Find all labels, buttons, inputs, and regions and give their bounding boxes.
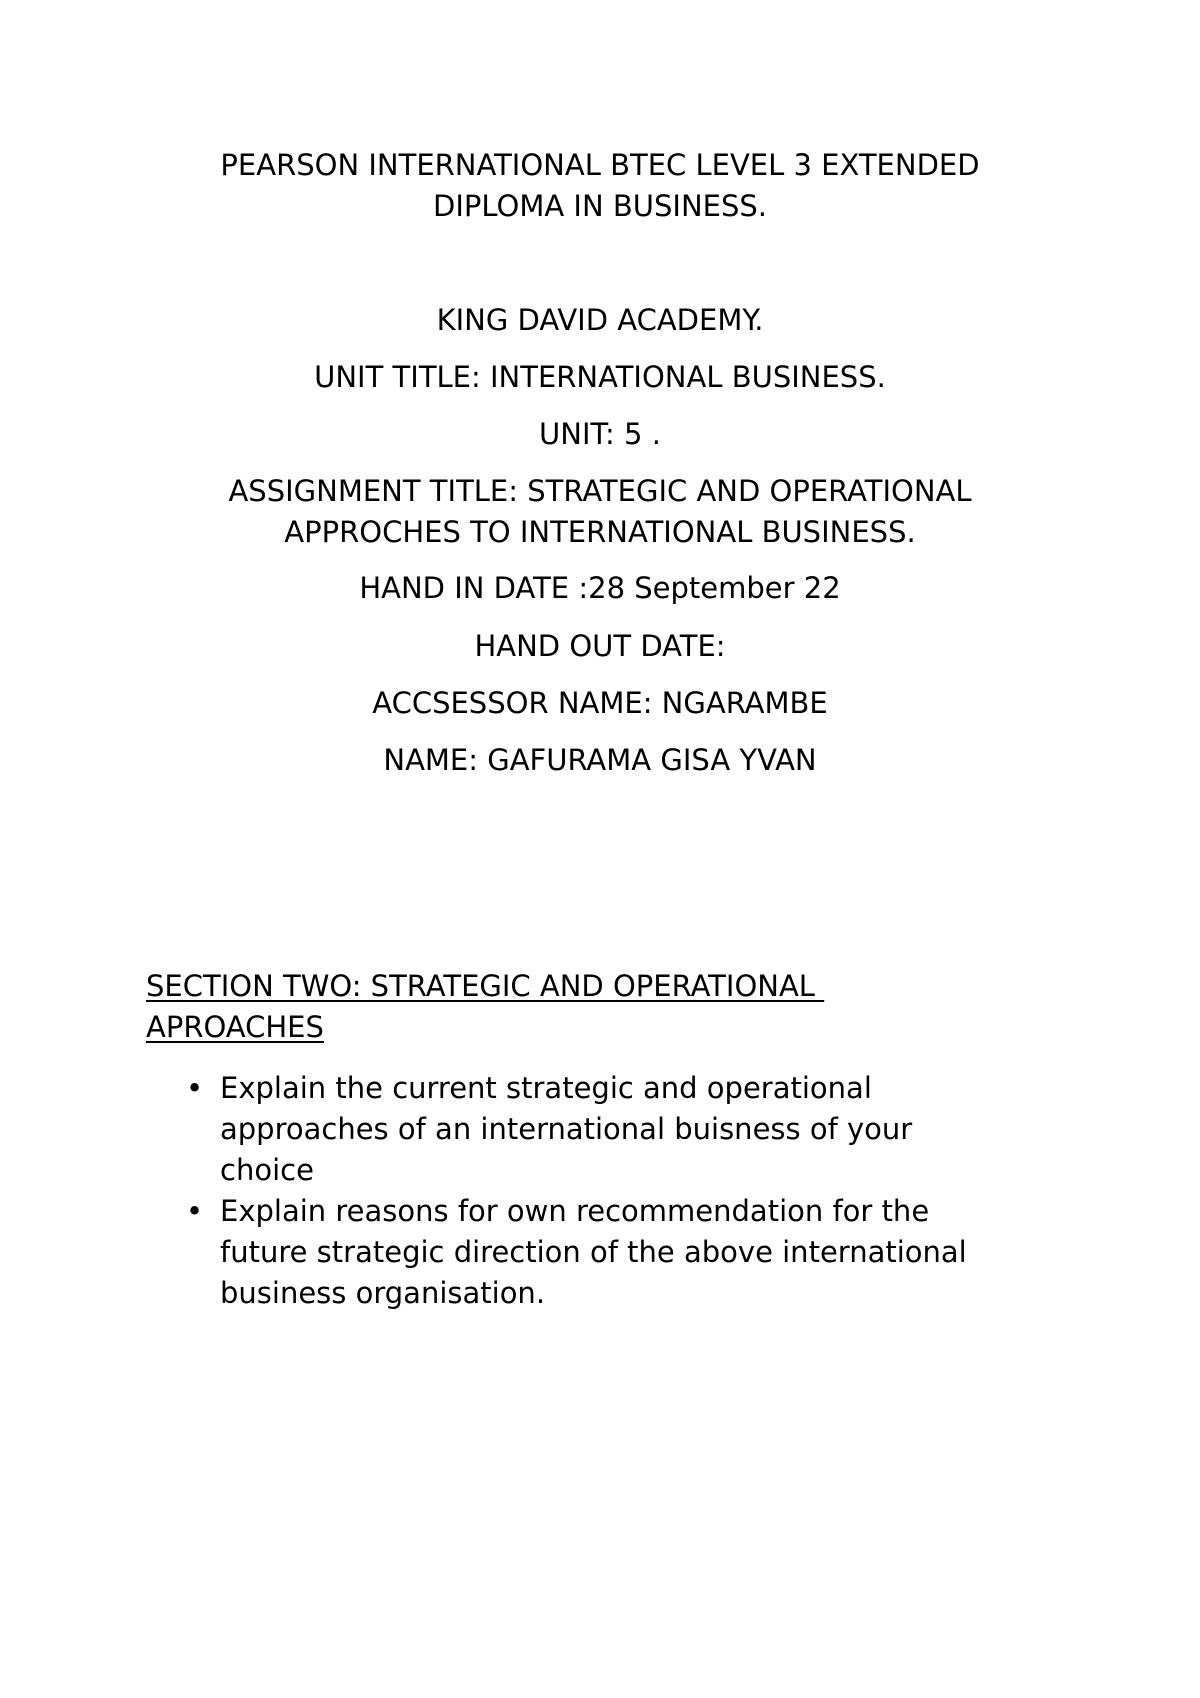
document-title bbox=[120, 145, 1080, 227]
task-1-line-1: Explain the current strategic and operational bbox=[220, 1071, 872, 1105]
title-line-1: PEARSON INTERNATIONAL BTEC LEVEL 3 EXTENDED bbox=[220, 148, 980, 182]
task-2-line-1: Explain reasons for own recommendation for the bbox=[220, 1194, 930, 1228]
unit-number: UNIT: 5 . bbox=[539, 417, 661, 451]
task-1-line-3: choice bbox=[220, 1153, 314, 1187]
unit-title: UNIT TITLE: INTERNATIONAL BUSINESS. bbox=[314, 360, 886, 394]
student-name: NAME: GAFURAMA GISA YVAN bbox=[383, 743, 817, 777]
section-heading bbox=[146, 966, 966, 1048]
school-name: KING DAVID ACADEMY. bbox=[436, 303, 764, 337]
bullet-icon: • bbox=[186, 1071, 204, 1105]
assignment-title bbox=[120, 471, 1080, 553]
task-1-line-2: approaches of an international buisness of your bbox=[220, 1112, 913, 1146]
hand-in-date: HAND IN DATE :28 September 22 bbox=[359, 571, 841, 605]
assignment-title-line-1: ASSIGNMENT TITLE: STRATEGIC AND OPERATIONAL bbox=[228, 474, 972, 508]
task-2-line-3: business organisation. bbox=[220, 1276, 546, 1310]
section-heading-line-1: SECTION TWO: STRATEGIC AND OPERATIONAL bbox=[146, 969, 825, 1003]
assignment-title-line-2: APPROCHES TO INTERNATIONAL BUSINESS. bbox=[284, 515, 916, 549]
title-line-2: DIPLOMA IN BUSINESS. bbox=[433, 189, 767, 223]
section-heading-line-2: APROACHES bbox=[146, 1010, 324, 1044]
list-item bbox=[146, 1068, 1086, 1191]
bullet-icon: • bbox=[186, 1194, 204, 1228]
hand-out-date: HAND OUT DATE: bbox=[474, 629, 726, 663]
task-list bbox=[146, 1068, 1086, 1314]
assessor-name: ACCSESSOR NAME: NGARAMBE bbox=[372, 686, 828, 720]
list-item bbox=[146, 1191, 1086, 1314]
task-2-line-2: future strategic direction of the above international bbox=[220, 1235, 967, 1269]
